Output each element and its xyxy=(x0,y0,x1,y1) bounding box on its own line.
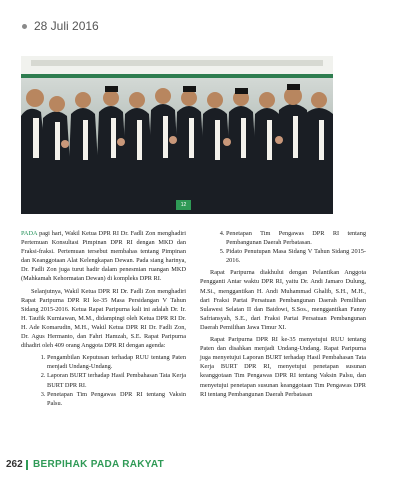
paragraph-approval: Rapat Paripurna DPR RI ke-35 menyetujui RUU tentang Paten dan disahkan menjadi Undang-Undang. Rapat Paripurna juga menyetujui Laporan BURT terhadap Hasil Pembahasan Tata Kerja BURT DPR RI, menyetujui penetapan susunan keanggotaan Tim Pengawas DPR RI tentang Vaksin Palsu, dan menyetujui penetapan susunan keanggotaan Tim Pengawas DPR RI tentang Pembangunan Daerah Perbatasan xyxy=(200,336,366,398)
footer-tagline xyxy=(33,459,164,470)
lead-word: PADA xyxy=(21,230,38,237)
paragraph-agenda-intro: Selanjutnya, Wakil Ketua DPR RI Dr. Fadli Zon menghadiri Rapat Paripurna DPR RI ke-35 Masa Persidangan V Tahun Sidang 2015-2016. Ketua Rapat Paripurna kali ini adalah Dr. Ir. H. Taufik Kurniawan, M.M., didampingi oleh Ketua DPR RI Dr. H. Ade Komarudin, M.H., Wakil Ketua DPR RI Dr. Fadli Zon, Dr. Agus Hermanto, dan Fahri Hamzah, S.E. Rapat Paripurna dihadiri oleh 409 orang Anggota DPR RI dengan agenda: xyxy=(21,287,186,350)
agenda-list-right xyxy=(200,229,366,265)
photo-marker-badge: 12 xyxy=(176,200,191,210)
paragraph-intro xyxy=(21,229,186,284)
photo-illustration xyxy=(21,56,333,214)
agenda-item: 5. Pidato Penutupan Masa Sidang V Tahun Sidang 2015-2016. xyxy=(226,247,366,265)
page-number: 262 xyxy=(6,459,23,470)
intro-text: pagi hari, Wakil Ketua DPR RI Dr. Fadli Zon menghadiri Pertemuan Konsultasi Pimpinan DPR RI dengan MKD dan Fraksi-fraksi. Pertemuan tersebut membahas tentang Pimpinan dan Keanggotaan Alat Kelengkapan Dewan. Pada siang harinya, Dr. Fadli Zon juga turut hadir dalam penesmian ruangan MKD (Mahkamah Kehormatan Dewan) di kompleks DPR RI. xyxy=(21,230,186,283)
page-footer xyxy=(0,448,409,480)
footer-separator xyxy=(26,460,28,470)
group-photo xyxy=(21,56,333,214)
agenda-list-left xyxy=(21,353,186,408)
page-header xyxy=(0,0,409,40)
agenda-item: 3. Penetapan Tim Pengawas DPR RI tentang Vaksin Palsu. xyxy=(47,390,186,408)
date-heading: 28 Juli 2016 xyxy=(34,19,99,33)
paragraph-inauguration: Rapat Paripurna diakhului dengan Pelantikan Anggota Pengganti Antar waktu DPR RI, yaitu Dr. Andi Jamaro Dulung, M.Si., menggantikan H. Andi Muhammad Ghalib, S.H., M.H., dari Fraksi Partai Persatuan Pembangunan Daerah Pemilihan Sulawesi Selatan II dan Baidowi, S.Sos., menggantikan Fanny Safriansyah, S.E., dari Fraksi Partai Persatuan Pembangunan Daerah Pemilihan Jawa Timur XI. xyxy=(200,269,366,331)
agenda-item: 1. Pengambilan Keputusan terhadap RUU tentang Paten menjadi Undang-Undang. xyxy=(47,353,186,371)
tagline-part-a: BERPIHAK xyxy=(33,459,91,470)
agenda-item: 2. Laporan BURT terhadap Hasil Pembahasan Tata Kerja BURT DPR RI. xyxy=(47,371,186,389)
date-bullet-icon xyxy=(22,24,27,29)
article-column-right xyxy=(200,229,366,402)
tagline-part-b: PADA RAKYAT xyxy=(90,459,165,470)
article-column-left xyxy=(21,229,186,411)
agenda-item: 4. Penetapan Tim Pengawas DPR RI tentang Pembangunan Daerah Perbatasan. xyxy=(226,229,366,247)
